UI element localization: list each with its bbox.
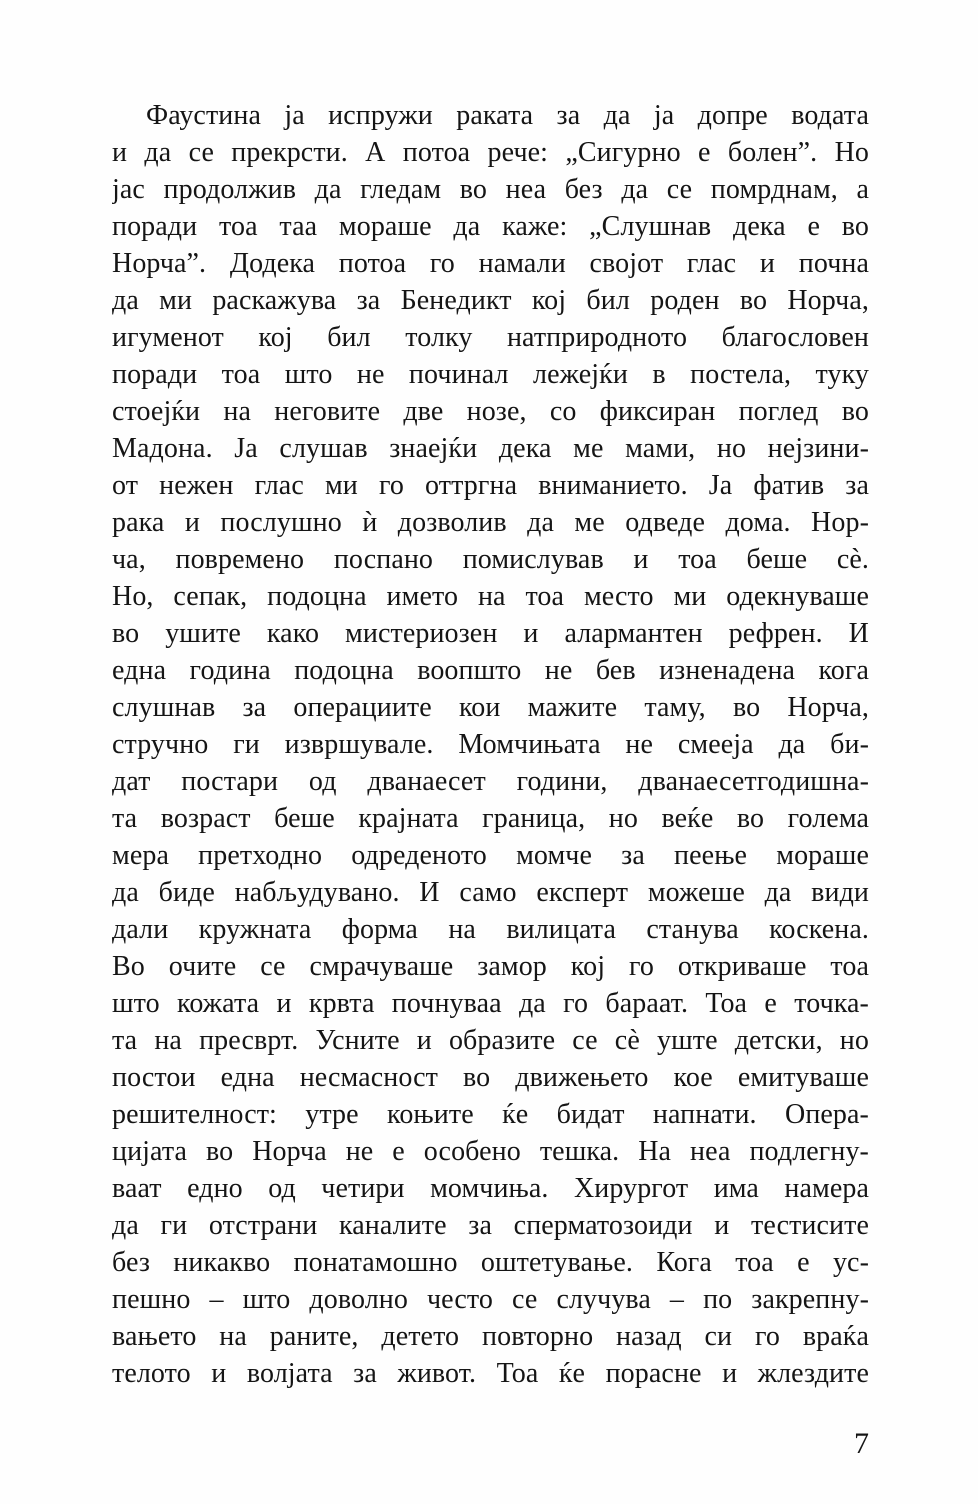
text-line: ваат едно од четири момчиња. Хирургот има намера <box>112 1173 869 1204</box>
text-line: стручно ги извршувале. Момчињата не смееја да би- <box>112 729 869 760</box>
text-line: поради тоа таа мораше да каже: „Слушнав дека е во <box>112 211 869 242</box>
text-line: Фаустина ја испружи раката за да ја допре водата <box>146 100 869 131</box>
text-line: вањето на раните, детето повторно назад си го враќа <box>112 1321 869 1352</box>
text-line: игуменот кој бил толку натприродното благословен <box>112 322 869 353</box>
text-line: та на пресврт. Усните и образите се сѐ уште детски, но <box>112 1025 869 1056</box>
text-line: и да се прекрсти. А потоа рече: „Сигурно е болен”. Но <box>112 137 869 168</box>
text-line: поради тоа што не починал лежејќи в постела, туку <box>112 359 869 390</box>
text-line: Мадона. Ја слушав знаејќи дека ме мами, но нејзини- <box>112 433 869 464</box>
body-text <box>112 97 869 1392</box>
text-line: от нежен глас ми го оттргна вниманието. Ја фатив за <box>112 470 869 501</box>
page-number: 7 <box>854 1427 869 1460</box>
text-line: дали кружната форма на вилицата станува коскена. <box>112 914 869 945</box>
text-line: телото и волјата за живот. Тоа ќе порасне и жлездите <box>112 1358 869 1389</box>
text-line: стоејќи на неговите две нозе, со фиксиран поглед во <box>112 396 869 427</box>
text-line: една година подоцна воопшто не бев изненадена кога <box>112 655 869 686</box>
text-line: та возраст беше крајната граница, но веќе во голема <box>112 803 869 834</box>
text-line: мера претходно одреденото момче за пеење мораше <box>112 840 869 871</box>
text-line: што кожата и крвта почнуваа да го бараат. Тоа е точка- <box>112 988 869 1019</box>
text-line: во ушите како мистериозен и алармантен рефрен. И <box>112 618 869 649</box>
text-line: Норча”. Додека потоа го намали својот глас и почна <box>112 248 869 279</box>
text-line: постои една несмасност во движењето кое емитуваше <box>112 1062 869 1093</box>
text-line: цијата во Норча не е особено тешка. На неа подлегну- <box>112 1136 869 1167</box>
text-line: рака и послушно ѝ дозволив да ме одведе дома. Нор- <box>112 507 869 538</box>
text-line: без никакво понатамошно оштетување. Кога тоа е ус- <box>112 1247 869 1278</box>
text-line: слушнав за операциите кои мажите таму, во Норча, <box>112 692 869 723</box>
text-line: Во очите се смрачуваше замор кој го откриваше тоа <box>112 951 869 982</box>
text-line: да биде набљудувано. И само експерт можеше да види <box>112 877 869 908</box>
text-line: дат постари од дванаесет години, дванаесетгодишна- <box>112 766 869 797</box>
text-line: да ги отстрани каналите за сперматозоиди и тестисите <box>112 1210 869 1241</box>
text-line: ча, повремено поспано помислував и тоа беше сѐ. <box>112 544 869 575</box>
text-line: пешно – што доволно често се случува – по закрепну- <box>112 1284 869 1315</box>
text-line: решителност: утре коњите ќе бидат напнати. Опера- <box>112 1099 869 1130</box>
text-line: јас продолжив да гледам во неа без да се помрднам, а <box>112 174 869 205</box>
text-line: да ми раскажува за Бенедикт кој бил роден во Норча, <box>112 285 869 316</box>
text-line: Но, сепак, подоцна името на тоа место ми одекнуваше <box>112 581 869 612</box>
